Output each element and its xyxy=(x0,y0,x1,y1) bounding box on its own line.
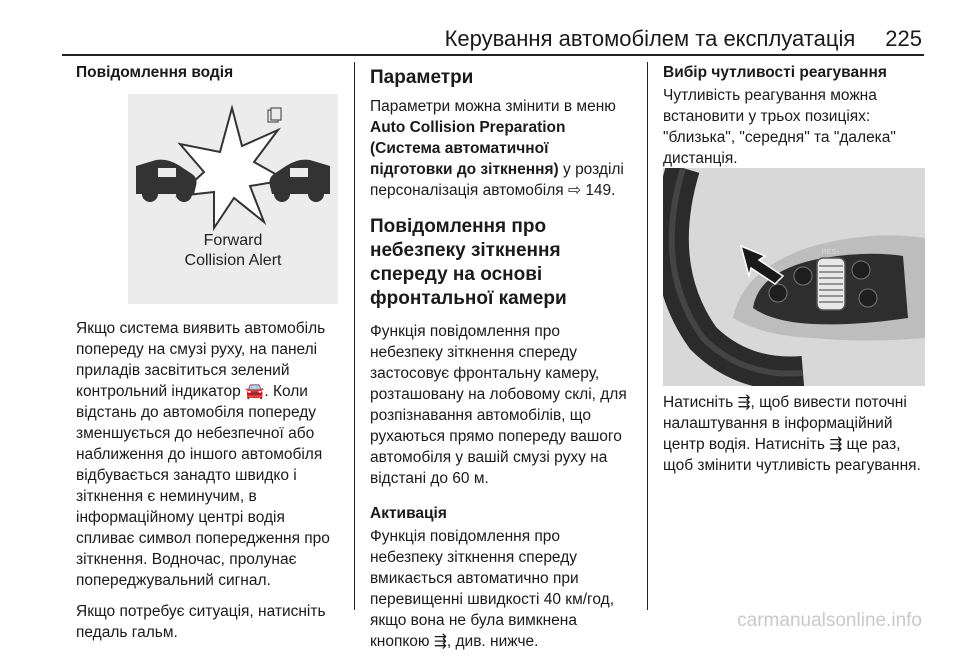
forward-collision-alert-figure xyxy=(128,94,338,304)
collision-alert-button-icon: ⇶ xyxy=(829,435,843,453)
page-number: 225 xyxy=(885,26,922,51)
document-icon xyxy=(268,108,281,122)
page-reference-link[interactable]: 149. xyxy=(585,182,616,199)
page-header xyxy=(0,26,922,52)
section-heading-parameters: Параметри xyxy=(370,67,474,88)
column-3-body xyxy=(663,392,928,486)
paragraph-camera: Функція повідомлення про небезпеку зіткнення спереду застосовує фронтальну камеру, розташовану на лобовому склі, для розпізнавання автомобілів, що рухаються прямо попереду вашого автомобіля у вашій смузі руху на відстані до 60 м. xyxy=(370,323,627,487)
paragraph-activation: Функція повідомлення про небезпеку зіткнення спереду вмикається автоматично при перевищенні швидкості 40 км/год, якщо вона не була вимкнена кнопкою ⇶, див. нижче. xyxy=(370,528,614,650)
collision-alert-illustration xyxy=(128,94,338,304)
figure-caption xyxy=(128,231,338,271)
paragraph-sensitivity: Чутливість реагування можна встановити у трьох позиціях: "близька", "середня" та "далека" дистанція. xyxy=(663,87,896,167)
collision-alert-button-icon: ⇶ xyxy=(433,632,447,650)
column-3 xyxy=(663,62,928,179)
column-1 xyxy=(76,62,341,89)
paragraph-brake: Якщо потребує ситуація, натисніть педаль гальм. xyxy=(76,603,326,641)
column-2 xyxy=(370,62,635,662)
paragraph-detection: Якщо система виявить автомобіль попереду на смузі руху, на панелі приладів засвітиться зелений контрольний індикатор 🚘. Коли відстань до автомобіля попереду зменшується до небезпечної або наближення до іншого автомобіля відбувається занадто швидко і зіткнення є неминучим, в інформаційному центрі водія спливає символ попередження про зіткнення. Водночас, пролунає попереджувальний сигнал. xyxy=(76,320,330,589)
section-heading-driver-alert: Повідомлення водія xyxy=(76,64,234,81)
header-rule xyxy=(62,54,924,56)
car-front-icon: 🚘 xyxy=(245,382,265,400)
reference-arrow-icon: ⇨ xyxy=(568,181,581,199)
paragraph-press-button: Натисніть ⇶, щоб вивести поточні налаштування в інформаційний центр водія. Натисніть ⇶ ще раз, щоб змінити чутливість реагування. xyxy=(663,393,921,474)
section-heading-sensitivity: Вибір чутливості реагування xyxy=(663,64,887,81)
steering-wheel-illustration xyxy=(663,168,925,386)
collision-alert-button-icon: ⇶ xyxy=(737,393,751,411)
section-heading-camera-alert: Повідомлення про небезпеку зіткнення спереду на основі фронтальної камери xyxy=(370,216,567,309)
watermark: carmanualsonline.info xyxy=(737,610,922,631)
paragraph-parameters: Параметри можна змінити в меню Auto Collision Preparation (Система автоматичної підготовки до зіткнення) у розділі персоналізація автомобіля ⇨ 149. xyxy=(370,98,624,199)
steering-wheel-figure xyxy=(663,168,925,386)
figure-caption-line2: Collision Alert xyxy=(184,252,282,269)
column-1-body xyxy=(76,318,341,653)
column-divider-1 xyxy=(354,62,355,610)
column-divider-2 xyxy=(647,62,648,610)
section-heading-activation: Активація xyxy=(370,505,447,522)
res-plus-label: RES+ xyxy=(821,249,841,256)
page-header-title: Керування автомобілем та експлуатація xyxy=(444,26,856,51)
figure-caption-line1: Forward xyxy=(203,232,263,249)
